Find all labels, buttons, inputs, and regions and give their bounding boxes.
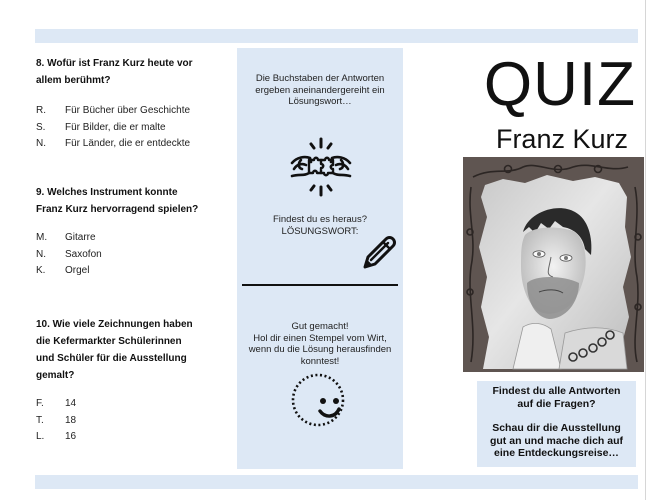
intro-line: Lösungswort… [288, 96, 352, 107]
answer-letter: F. [36, 398, 44, 409]
answer-text: 16 [65, 431, 77, 442]
answer-text: Gitarre [65, 232, 96, 243]
answer-text: Für Bücher über Geschichte [65, 105, 191, 116]
answer-option [36, 429, 236, 446]
answer-option [36, 120, 236, 137]
info-line: eine Entdeckungsreise… [494, 447, 619, 459]
answer-letter: T. [36, 414, 44, 426]
solution-word-line[interactable] [242, 284, 398, 286]
question-title [36, 316, 236, 384]
solution-panel [237, 48, 403, 469]
congrats-text [237, 321, 403, 367]
prompt-line: Findest du es heraus? [272, 214, 367, 225]
answer-option [36, 263, 236, 280]
question-title-line: 10. Wie viele Zeichnungen haben [36, 319, 193, 330]
answer-letter: K. [36, 265, 46, 276]
intro-line: ergeben aneinandergereiht ein [255, 84, 385, 96]
intro-text [237, 73, 403, 108]
info-line: gut an und mache dich auf [489, 434, 623, 447]
answer-option [36, 230, 236, 247]
answer-letter: N. [36, 248, 46, 260]
top-band [35, 29, 638, 43]
portrait-image [463, 157, 644, 372]
congrats-line: Hol dir einen Stempel vom Wirt, [253, 332, 387, 344]
congrats-line: Gut gemacht! [291, 321, 349, 332]
question-title-line: 9. Welches Instrument konnte [36, 187, 178, 198]
info-call-to-action [477, 422, 636, 460]
question-10 [36, 316, 236, 446]
portrait-drawing [463, 157, 644, 372]
answer-text: Für Länder, die er entdeckte [65, 138, 191, 149]
solution-word-label: LÖSUNGSWORT: [281, 225, 359, 237]
answer-letter: M. [36, 232, 48, 243]
bottom-band [35, 475, 638, 489]
page-title: QUIZ [483, 50, 636, 119]
answer-option [36, 136, 236, 153]
answer-option [36, 396, 236, 413]
question-title [36, 55, 236, 89]
answer-letter: S. [36, 121, 46, 133]
answer-text: 18 [65, 414, 77, 426]
smiley-icon [290, 371, 350, 431]
info-line: Schau dir die Ausstellung [492, 422, 621, 434]
pencil-icon [357, 235, 397, 275]
page-subtitle: Franz Kurz [495, 124, 628, 154]
answer-letter: L. [36, 431, 45, 442]
question-title-line: die Kefermarkter Schülerinnen [36, 336, 182, 347]
info-box [477, 381, 636, 467]
question-9 [36, 184, 236, 280]
prompt-text [237, 214, 403, 237]
info-question [477, 385, 636, 410]
page-edge [645, 0, 646, 500]
question-title-line: 8. Wofür ist Franz Kurz heute vor [36, 58, 193, 69]
question-title-line: und Schüler für die Ausstellung [36, 353, 187, 364]
answer-option [36, 103, 236, 120]
answer-text: 14 [65, 398, 77, 409]
intro-line: Die Buchstaben der Antworten [255, 73, 385, 84]
answer-list [36, 230, 236, 280]
answer-list [36, 103, 236, 153]
question-title-line: allem berühmt? [36, 75, 111, 86]
answer-text: Für Bilder, die er malte [65, 121, 166, 133]
question-title-line: gemalt? [36, 370, 75, 381]
congrats-line: wenn du die Lösung herausfinden [248, 344, 392, 355]
info-line: Findest du alle Antworten [492, 385, 621, 397]
question-title [36, 184, 236, 218]
congrats-line: konntest! [300, 355, 340, 367]
answer-list [36, 396, 236, 446]
answer-option [36, 247, 236, 264]
answer-text: Saxofon [65, 248, 102, 260]
answer-letter: N. [36, 138, 46, 149]
question-title-line: Franz Kurz hervorragend spielen? [36, 204, 199, 215]
answer-text: Orgel [65, 265, 90, 276]
puzzle-hands-icon [289, 136, 353, 198]
answer-option [36, 413, 236, 430]
answer-letter: R. [36, 105, 46, 116]
info-line: auf die Fragen? [517, 397, 596, 410]
question-8 [36, 55, 236, 153]
